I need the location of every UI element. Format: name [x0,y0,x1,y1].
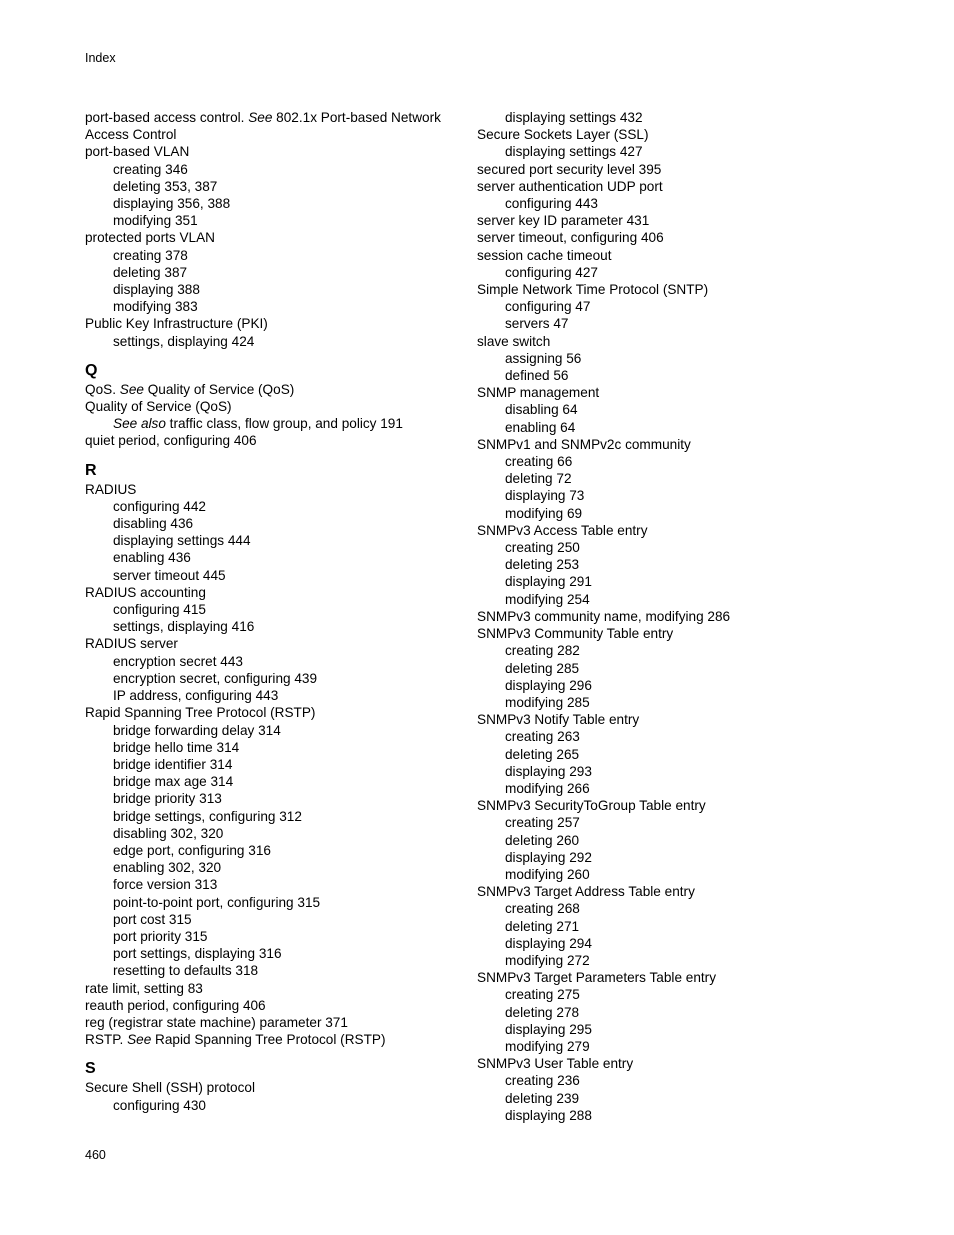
entry-text: enabling 436 [113,550,191,566]
index-subentry [477,109,877,126]
entry-text: SNMP management [477,385,600,401]
entry-text: configuring 442 [113,498,206,514]
entry-text: displaying 292 [505,849,592,865]
index-subentry [477,315,877,332]
index-subentry [477,642,877,659]
index-subentry [477,832,877,849]
index-entry [477,436,877,453]
see-reference: See [119,381,144,397]
entry-text: secured port security level 395 [477,161,662,177]
index-subentry [477,487,877,504]
index-entry [477,711,877,728]
index-entry [85,584,465,601]
entry-text: deleting 265 [505,746,580,762]
entry-text: configuring 415 [113,602,206,618]
entry-text: SNMPv3 User Table entry [477,1056,634,1072]
index-subentry [85,567,465,584]
index-entry [477,126,877,143]
entry-text: configuring 47 [505,299,591,315]
index-subentry [85,859,465,876]
index-subentry [85,515,465,532]
entry-text: deleting 72 [505,471,572,487]
index-entry [85,481,465,498]
index-subentry [85,415,465,432]
running-header: Index [85,51,116,65]
index-entry [85,980,465,997]
index-entry [477,522,877,539]
entry-text: edge port, configuring 316 [113,842,271,858]
entry-text: disabling 302, 320 [113,825,224,841]
entry-text: RADIUS server [85,636,178,652]
index-subentry [477,1072,877,1089]
index-subentry [477,298,877,315]
index-subentry [85,1097,465,1114]
index-entry [85,997,465,1014]
entry-text: deleting 260 [505,832,580,848]
index-subentry [85,825,465,842]
entry-text: deleting 278 [505,1004,580,1020]
index-subentry [85,178,465,195]
index-subentry [477,470,877,487]
entry-text: server key ID parameter 431 [477,213,650,229]
entry-text: port settings, displaying 316 [113,946,282,962]
index-entry [477,625,877,642]
index-section-letter: S [85,1060,96,1078]
entry-text: slave switch [477,333,551,349]
entry-text: Rapid Spanning Tree Protocol (RSTP) [85,705,316,721]
index-entry [85,109,465,126]
index-subentry [477,935,877,952]
entry-text: creating 346 [113,161,188,177]
index-entry [85,229,465,246]
entry-text: defined 56 [505,368,569,384]
entry-text: Public Key Infrastructure (PKI) [85,316,268,332]
index-entry [477,229,877,246]
index-subentry [85,195,465,212]
entry-text: encryption secret, configuring 439 [113,670,318,686]
index-subentry [85,894,465,911]
index-entry [477,178,877,195]
entry-text: displaying 295 [505,1021,592,1037]
index-subentry [85,333,465,350]
entry-text: disabling 64 [505,402,578,418]
entry-text: RSTP. [85,1032,128,1048]
entry-text: settings, displaying 424 [113,333,255,349]
entry-text: displaying 388 [113,282,200,298]
index-subentry [477,986,877,1003]
entry-text: configuring 430 [113,1097,206,1113]
entry-text: creating 66 [505,454,573,470]
index-subentry [85,945,465,962]
index-entry [85,143,465,160]
entry-text: SNMPv3 SecurityToGroup Table entry [477,798,706,814]
entry-text: RADIUS accounting [85,584,206,600]
entry-text: SNMPv3 Target Address Table entry [477,884,695,900]
index-entry [477,1055,877,1072]
entry-text: displaying 294 [505,935,592,951]
index-subentry [85,498,465,515]
entry-text: displaying 293 [505,763,592,779]
entry-text: SNMPv1 and SNMPv2c community [477,436,691,452]
entry-text: rate limit, setting 83 [85,980,203,996]
see-reference: See [127,1032,152,1048]
index-subentry [477,918,877,935]
entry-text: modifying 279 [505,1038,590,1054]
index-subentry [477,350,877,367]
entry-text: deleting 285 [505,660,580,676]
index-subentry [85,601,465,618]
entry-text: port cost 315 [113,911,192,927]
index-subentry [477,1107,877,1124]
entry-text: RADIUS [85,481,137,497]
entry-text: port-based VLAN [85,144,190,160]
index-subentry [85,618,465,635]
entry-text: creating 268 [505,901,580,917]
entry-text: deleting 239 [505,1090,580,1106]
entry-text: point-to-point port, configuring 315 [113,894,321,910]
entry-text: displaying settings 444 [113,533,251,549]
index-subentry [477,1004,877,1021]
index-subentry [477,453,877,470]
entry-text: SNMPv3 Community Table entry [477,626,674,642]
entry-text: modifying 254 [505,591,590,607]
index-subentry [477,660,877,677]
index-entry [477,883,877,900]
entry-text: bridge forwarding delay 314 [113,722,281,738]
entry-text: IP address, configuring 443 [113,688,279,704]
entry-text: displaying 291 [505,574,592,590]
index-entry [477,212,877,229]
entry-text: creating 263 [505,729,580,745]
entry-text: creating 236 [505,1073,580,1089]
index-subentry [85,739,465,756]
entry-text: deleting 387 [113,264,188,280]
index-subentry [85,790,465,807]
index-subentry [477,763,877,780]
entry-text: QoS. [85,381,120,397]
index-subentry [477,573,877,590]
index-subentry [85,876,465,893]
entry-text-after: Quality of Service (QoS) [143,381,295,397]
index-entry [85,432,465,449]
entry-text: protected ports VLAN [85,230,215,246]
index-entry [477,384,877,401]
entry-text: settings, displaying 416 [113,619,255,635]
index-entry [477,608,877,625]
entry-text: creating 282 [505,643,580,659]
entry-text: modifying 351 [113,213,198,229]
entry-text: creating 275 [505,987,580,1003]
entry-text: bridge settings, configuring 312 [113,808,302,824]
index-subentry [477,505,877,522]
index-entry [85,381,465,398]
index-subentry [85,687,465,704]
index-column-left [85,109,465,1114]
index-section-letter: Q [85,361,98,379]
entry-text: port priority 315 [113,928,208,944]
index-subentry [477,1038,877,1055]
index-entry [85,398,465,415]
entry-text: port-based access control. [85,110,249,125]
entry-text: bridge identifier 314 [113,756,233,772]
see-reference: See also [113,416,166,432]
entry-text: Access Control [85,127,177,143]
entry-text: modifying 69 [505,505,583,521]
index-subentry [477,401,877,418]
entry-text: SNMPv3 Target Parameters Table entry [477,970,717,986]
index-subentry [85,247,465,264]
entry-text: modifying 285 [505,694,590,710]
index-section-letter: R [85,461,97,479]
entry-text: servers 47 [505,316,569,332]
entry-text: creating 250 [505,540,580,556]
entry-text: modifying 272 [505,952,590,968]
entry-text: bridge hello time 314 [113,739,240,755]
entry-text: server authentication UDP port [477,178,663,194]
entry-text: server timeout 445 [113,567,226,583]
index-entry [477,281,877,298]
entry-text: SNMPv3 Notify Table entry [477,712,640,728]
entry-text: configuring 427 [505,264,598,280]
index-subentry [85,264,465,281]
entry-text: deleting 353, 387 [113,178,218,194]
entry-text: modifying 266 [505,780,590,796]
entry-text: quiet period, configuring 406 [85,433,257,449]
index-entry [85,704,465,721]
index-subentry [85,962,465,979]
entry-text: SNMPv3 Access Table entry [477,522,648,538]
index-subentry [477,728,877,745]
index-subentry [85,532,465,549]
index-subentry [477,195,877,212]
entry-text: deleting 253 [505,557,580,573]
entry-text: creating 257 [505,815,580,831]
entry-text: session cache timeout [477,247,612,263]
index-subentry [477,1090,877,1107]
entry-text: displaying settings 427 [505,144,643,160]
page-number: 460 [85,1148,106,1162]
entry-text: enabling 64 [505,419,576,435]
index-subentry [477,677,877,694]
index-subentry [85,756,465,773]
index-subentry [85,298,465,315]
entry-text: creating 378 [113,247,188,263]
index-entry [85,1031,465,1048]
entry-text: Simple Network Time Protocol (SNTP) [477,282,709,298]
index-subentry [477,780,877,797]
entry-text-after: Rapid Spanning Tree Protocol (RSTP) [151,1032,386,1048]
index-subentry [85,549,465,566]
index-subentry [477,900,877,917]
index-subentry [477,866,877,883]
index-subentry [85,212,465,229]
entry-text: reg (registrar state machine) parameter 371 [85,1014,348,1030]
index-subentry [85,842,465,859]
index-subentry [477,952,877,969]
entry-text: modifying 383 [113,299,198,315]
index-entry [85,315,465,332]
entry-text: resetting to defaults 318 [113,963,259,979]
index-entry [85,1014,465,1031]
entry-text: encryption secret 443 [113,653,243,669]
entry-text: displaying 356, 388 [113,196,231,212]
entry-text: deleting 271 [505,918,580,934]
entry-text: bridge max age 314 [113,774,234,790]
entry-text: configuring 443 [505,196,598,212]
entry-text: displaying 296 [505,677,592,693]
index-subentry [85,928,465,945]
index-subentry [85,911,465,928]
index-subentry [85,670,465,687]
entry-text: Secure Sockets Layer (SSL) [477,127,649,143]
entry-text: enabling 302, 320 [113,860,222,876]
index-subentry [477,539,877,556]
entry-text: server timeout, configuring 406 [477,230,664,246]
entry-text-after: 802.1x Port-based Network [272,110,441,125]
index-subentry [477,367,877,384]
entry-text: displaying 288 [505,1107,592,1123]
index-entry [477,969,877,986]
entry-text: force version 313 [113,877,218,893]
index-subentry [477,694,877,711]
index-subentry [85,653,465,670]
index-subentry [477,419,877,436]
index-entry [477,333,877,350]
entry-text: bridge priority 313 [113,791,222,807]
entry-text: displaying 73 [505,488,585,504]
index-subentry [477,814,877,831]
index-entry [477,797,877,814]
index-subentry [477,556,877,573]
index-subentry [477,746,877,763]
index-subentry [477,849,877,866]
index-subentry [85,808,465,825]
index-subentry [477,264,877,281]
index-subentry [85,773,465,790]
entry-text: reauth period, configuring 406 [85,997,266,1013]
index-column-right [477,109,877,1124]
entry-text: modifying 260 [505,866,590,882]
index-subentry [477,143,877,160]
index-entry [477,247,877,264]
entry-text: disabling 436 [113,516,194,532]
index-subentry [85,722,465,739]
entry-text-after: traffic class, flow group, and policy 191 [165,416,403,432]
entry-text: Quality of Service (QoS) [85,399,232,415]
see-reference: See [248,110,273,125]
index-subentry [477,591,877,608]
index-subentry [477,1021,877,1038]
entry-text: assigning 56 [505,350,582,366]
index-subentry [85,281,465,298]
index-entry [477,161,877,178]
index-entry [85,1079,465,1096]
entry-text: SNMPv3 community name, modifying 286 [477,608,731,624]
index-entry [85,126,465,143]
entry-text: Secure Shell (SSH) protocol [85,1080,255,1096]
index-subentry [85,161,465,178]
entry-text: displaying settings 432 [505,110,643,125]
index-entry [85,635,465,652]
